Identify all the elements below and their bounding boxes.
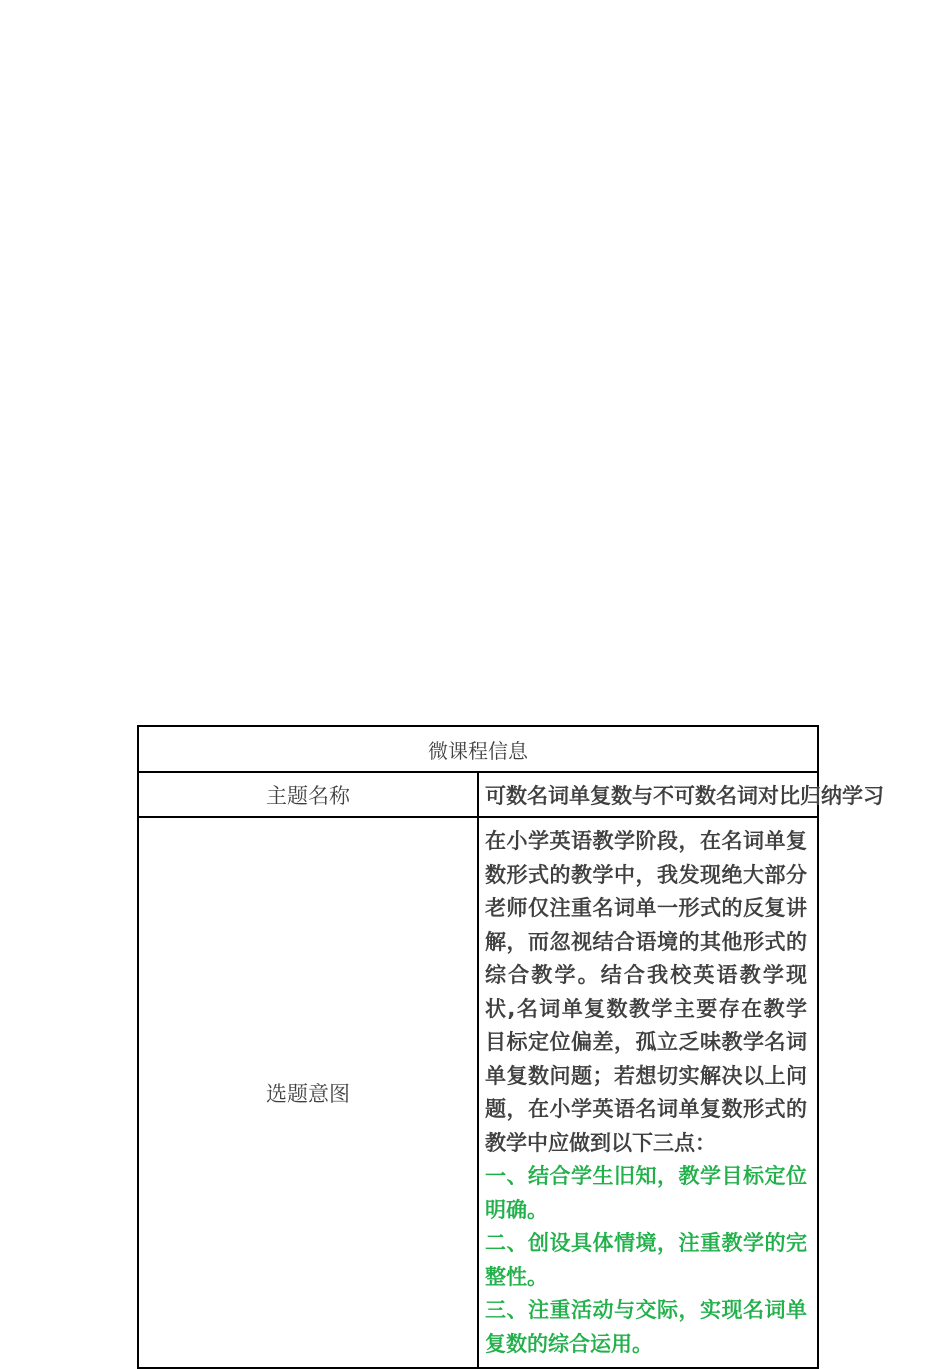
intent-row bbox=[138, 817, 818, 1368]
intent-point-2: 二、创设具体情境，注重教学的完整性。 bbox=[485, 1231, 807, 1289]
intent-point-3: 三、注重活动与交际，实现名词单复数的综合运用。 bbox=[485, 1298, 807, 1356]
intent-label: 选题意图 bbox=[138, 817, 478, 1368]
topic-label: 主题名称 bbox=[138, 772, 478, 817]
topic-row bbox=[138, 772, 818, 817]
topic-value: 可数名词单复数与不可数名词对比归纳学习 bbox=[478, 772, 818, 817]
intent-paragraph: 在小学英语教学阶段，在名词单复数形式的教学中，我发现绝大部分老师仅注重名词单一形式的反复讲解，而忽视结合语境的其他形式的综合教学。结合我校英语教学现状,名词单复数教学主要存在教学目标定位偏差，孤立乏味教学名词单复数问题；若想切实解决以上问题，在小学英语名词单复数形式的教学中应做到以下三点： bbox=[485, 829, 807, 1155]
header-row bbox=[138, 726, 818, 772]
micro-course-info-table bbox=[137, 725, 884, 1369]
intent-point-1: 一、结合学生旧知，教学目标定位明确。 bbox=[485, 1164, 807, 1222]
table-header: 微课程信息 bbox=[138, 726, 818, 772]
intent-content bbox=[478, 817, 818, 1368]
